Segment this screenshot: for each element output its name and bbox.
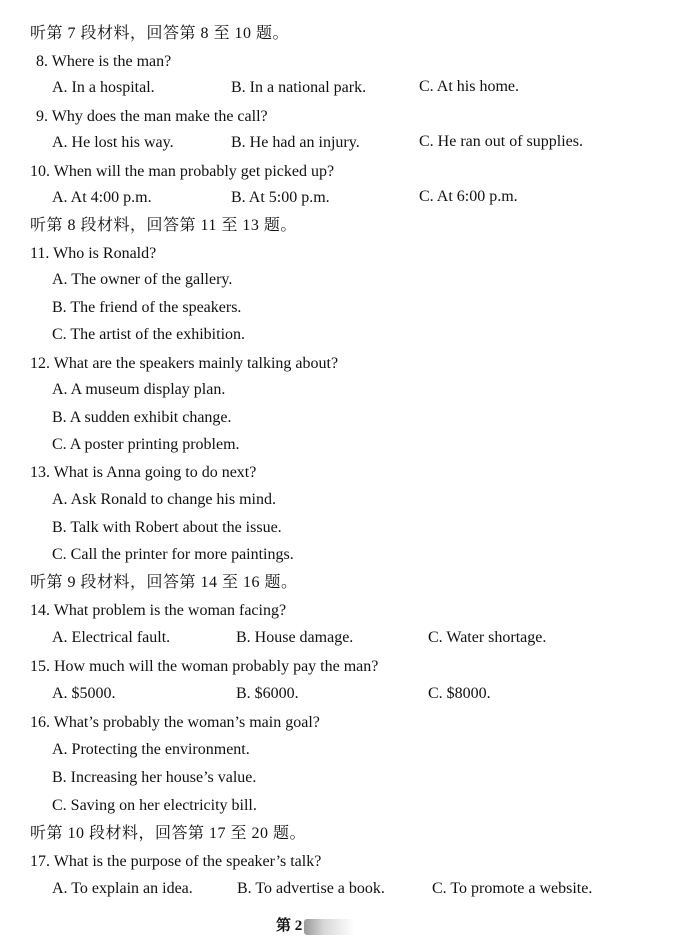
option-a: A. At 4:00 p.m.	[52, 189, 152, 206]
question-stem: 17. What is the purpose of the speaker’s talk?	[30, 853, 322, 870]
section-header: 听第 7 段材料，回答第 8 至 10 题。	[30, 25, 290, 42]
question-stem: 8. Where is the man?	[36, 53, 172, 70]
section-header: 听第 9 段材料，回答第 14 至 16 题。	[30, 574, 298, 591]
question-stem: 15. How much will the woman probably pay the man?	[30, 658, 379, 675]
option-b: B. $6000.	[236, 685, 299, 702]
option-c: C. Saving on her electricity bill.	[52, 797, 257, 814]
option-a: A. To explain an idea.	[52, 880, 193, 897]
option-b: B. The friend of the speakers.	[52, 299, 242, 316]
option-a: A. In a hospital.	[52, 79, 155, 96]
page-number	[276, 914, 354, 935]
option-a: A. $5000.	[52, 685, 116, 702]
option-c: C. $8000.	[428, 685, 491, 702]
option-b: B. House damage.	[236, 629, 354, 646]
question-stem: 9. Why does the man make the call?	[36, 108, 268, 125]
question-stem: 11. Who is Ronald?	[30, 245, 157, 262]
option-c: C. The artist of the exhibition.	[52, 326, 246, 343]
option-b: B. Talk with Robert about the issue.	[52, 519, 282, 536]
option-c: C. At 6:00 p.m.	[419, 188, 518, 205]
option-a: A. The owner of the gallery.	[52, 271, 233, 288]
option-b: B. Increasing her house’s value.	[52, 769, 257, 786]
question-stem: 13. What is Anna going to do next?	[30, 464, 257, 481]
option-c: C. At his home.	[419, 78, 520, 95]
option-c: C. He ran out of supplies.	[419, 133, 583, 150]
option-c: C. Water shortage.	[428, 629, 547, 646]
option-a: A. A museum display plan.	[52, 381, 226, 398]
question-stem: 10. When will the man probably get picked up?	[30, 163, 335, 180]
option-b: B. To advertise a book.	[237, 880, 385, 897]
page-fade-overlay	[304, 919, 354, 935]
option-a: A. Protecting the environment.	[52, 741, 250, 758]
question-stem: 14. What problem is the woman facing?	[30, 602, 287, 619]
option-a: A. Ask Ronald to change his mind.	[52, 491, 276, 508]
option-c: C. Call the printer for more paintings.	[52, 546, 294, 563]
option-a: A. He lost his way.	[52, 134, 174, 151]
page-number-text: 第 2	[276, 918, 303, 934]
option-a: A. Electrical fault.	[52, 629, 171, 646]
option-b: B. In a national park.	[231, 79, 367, 96]
section-header: 听第 10 段材料，回答第 17 至 20 题。	[30, 825, 307, 842]
question-stem: 12. What are the speakers mainly talking about?	[30, 355, 339, 372]
question-stem: 16. What’s probably the woman’s main goal?	[30, 714, 320, 731]
option-c: C. A poster printing problem.	[52, 436, 240, 453]
option-b: B. At 5:00 p.m.	[231, 189, 330, 206]
section-header: 听第 8 段材料，回答第 11 至 13 题。	[30, 217, 297, 234]
option-c: C. To promote a website.	[432, 880, 593, 897]
option-b: B. He had an injury.	[231, 134, 360, 151]
option-b: B. A sudden exhibit change.	[52, 409, 232, 426]
